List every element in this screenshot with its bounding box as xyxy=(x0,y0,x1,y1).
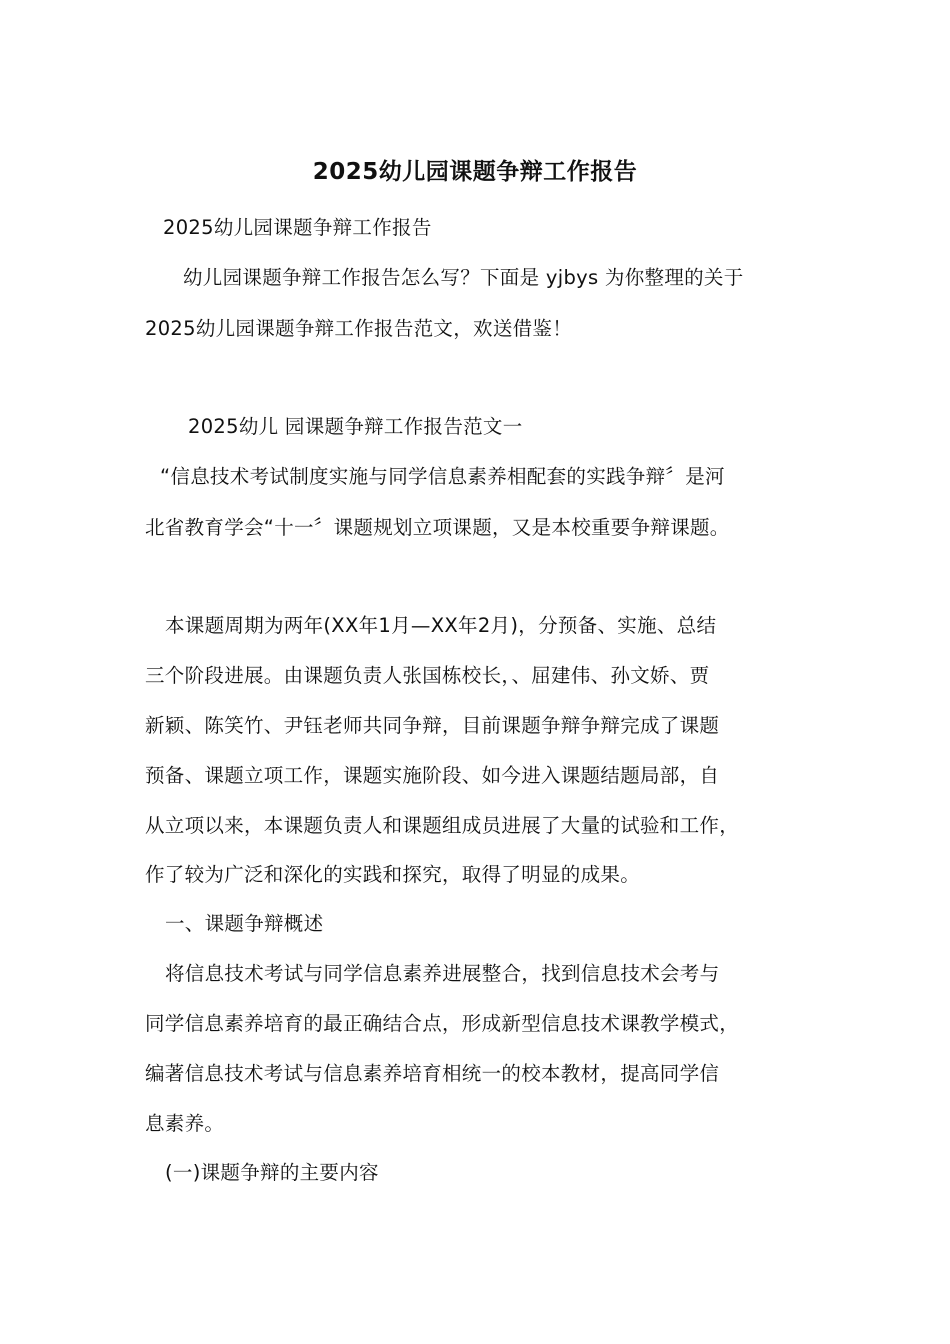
body-line: 三个阶段进展。由课题负责人张国栋校长，、屈建伟、孙文娇、贾 xyxy=(145,664,710,687)
body-line: 北省教育学会“十一〞课题规划立项课题，又是本校重要争辩课题。 xyxy=(145,516,730,539)
document-title: 2025幼儿园课题争辩工作报告 xyxy=(312,159,638,185)
subtitle-line: 2025幼儿园课题争辩工作报告 xyxy=(163,216,432,239)
subsection-heading: (一)课题争辩的主要内容 xyxy=(165,1161,379,1184)
body-line: 新颖、陈笑竹、尹钰老师共同争辩，目前课题争辩争辩完成了课题 xyxy=(145,714,720,737)
body-line: 幼儿园课题争辩工作报告怎么写？下面是 yjbys 为你整理的关于 xyxy=(183,266,744,289)
body-line: 编著信息技术考试与信息素养培育相统一的校本教材，提高同学信 xyxy=(145,1062,720,1085)
section-heading: 一、课题争辩概述 xyxy=(165,912,324,935)
body-line: 作了较为广泛和深化的实践和探究，取得了明显的成果。 xyxy=(145,863,641,886)
body-line: “信息技术考试制度实施与同学信息素养相配套的实践争辩〞是河 xyxy=(160,465,725,488)
body-line: 从立项以来，本课题负责人和课题组成员进展了大量的试验和工作， xyxy=(145,814,740,837)
body-line: 息素养。 xyxy=(145,1112,225,1135)
body-line: 将信息技术考试与同学信息素养进展整合，找到信息技术会考与 xyxy=(165,962,720,985)
body-line: 2025幼儿园课题争辩工作报告范文，欢送借鉴！ xyxy=(145,317,573,340)
body-line: 预备、课题立项工作，课题实施阶段、如今进入课题结题局部，自 xyxy=(145,764,720,787)
body-line: 同学信息素养培育的最正确结合点，形成新型信息技术课教学模式， xyxy=(145,1012,740,1035)
body-line: 本课题周期为两年(XX年1月—XX年2月)，分预备、实施、总结 xyxy=(165,614,717,637)
section-heading: 2025幼儿 园课题争辩工作报告范文一 xyxy=(188,415,523,438)
